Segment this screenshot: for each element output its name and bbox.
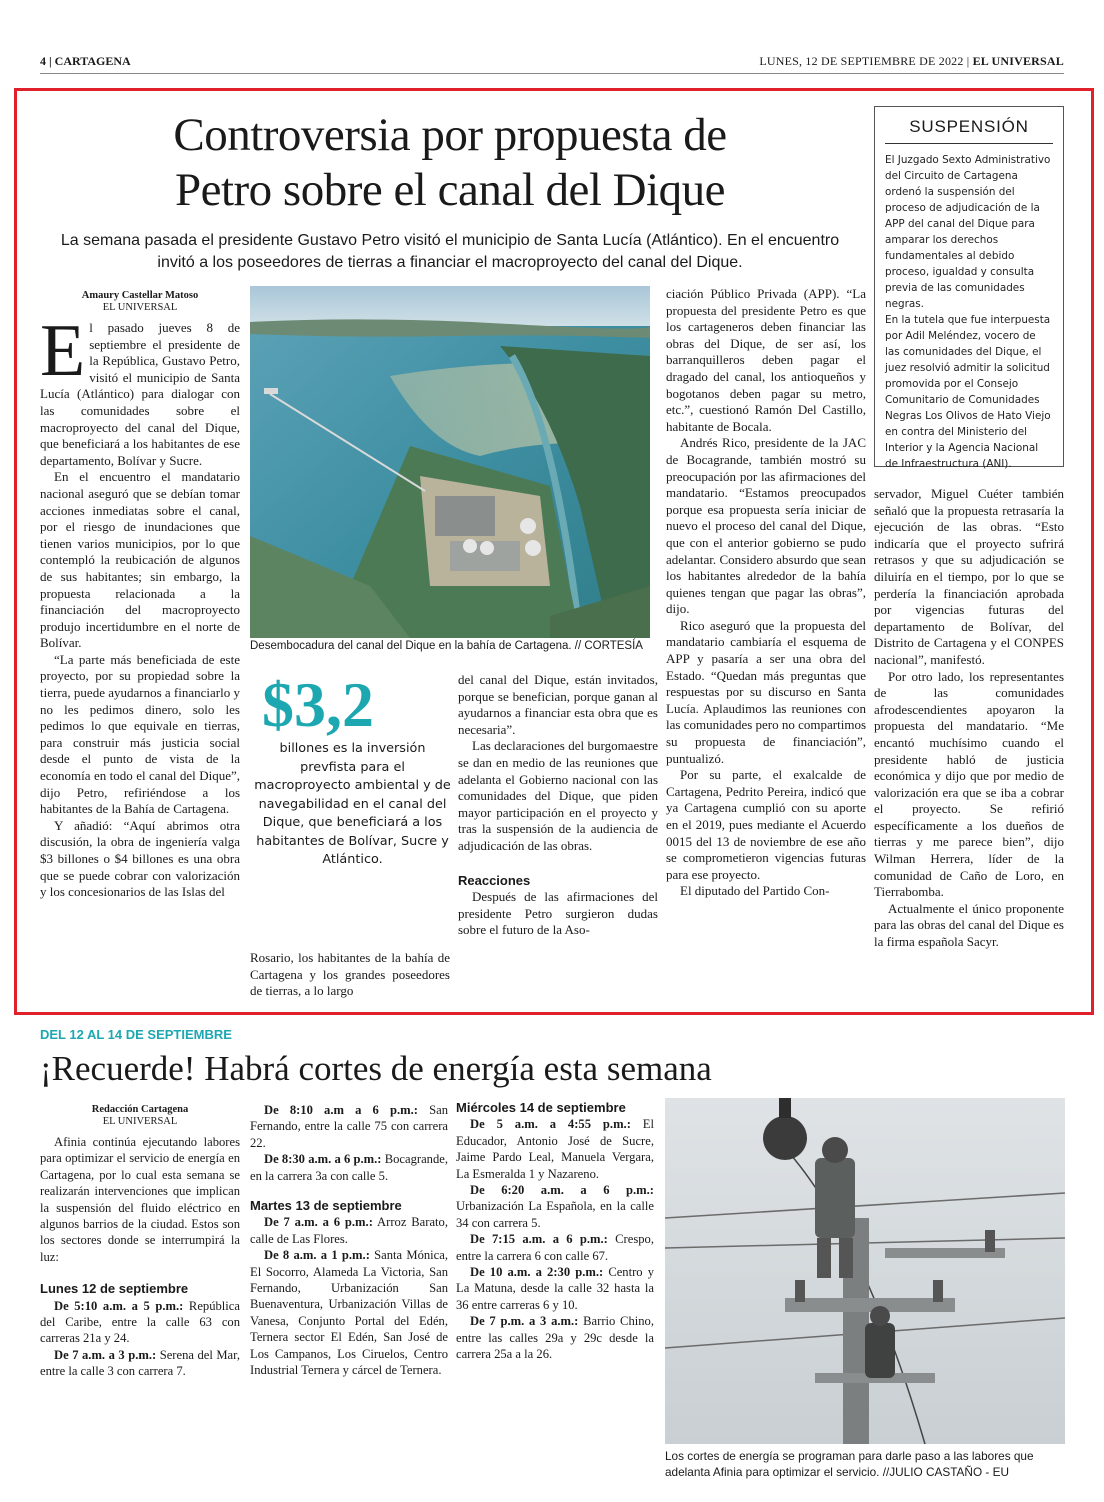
body-paragraph: Después de las afirmaciones del presidente Petro surgieron dudas sobre el futuro de la Aso- [458, 889, 658, 938]
canal-dique-image [250, 286, 650, 638]
sidebar-paragraph: En la tutela que fue interpuesta por Adil Meléndez, vocero de las comunidades del Dique, el juez resolvió admitir la solicitud promovida por el Consejo Comunitario de Comunidades Negras Los Olivos de Hato Viejo en contra del Ministerio del Interior y la Agencia Nacional de Infraestructura (ANI). [885, 314, 1051, 470]
sidebar-box [874, 106, 1064, 470]
electric-pole-image [665, 1098, 1065, 1444]
article2-headline: ¡Recuerde! Habrá cortes de energía esta semana [40, 1049, 712, 1088]
article2-column-1 [40, 1104, 240, 1380]
body-paragraph: Por su parte, el exalcalde de Cartagena, Pedrito Pereira, indicó que ya Cartagena cumplió con su aporte en el 2019, pues mediante el Acuerdo 0015 del 13 de noviembre de ese año se comprometieron vigencias futuras para ese proyecto. [666, 767, 866, 882]
paper-name: EL UNIVERSAL [972, 54, 1064, 68]
page-folio [40, 52, 1064, 74]
dropcap: E [40, 310, 86, 392]
figure-value: $3,2 [262, 669, 374, 740]
sidebar-paragraph: El Juzgado Sexto Administrativo del Circuito de Cartagena ordenó la suspensión del proceso de adjudicación de la APP del canal del Dique para amparar los derechos fundamentales al debido proceso, igualdad y consulta previa de las comunidades negras. [885, 154, 1051, 310]
article2-column-3 [456, 1098, 654, 1363]
body-paragraph: “La parte más beneficiada de este proyecto, por su propiedad sobre la tierra, puede ayudarnos a financiarlo y no les pedimos dinero, solo les pedimos lo que equivale en tierras, para construir más justicia social desde el punto de vista de la economía en todo el canal del Dique”, dijo Petro, refiriéndose a los habitantes de la Bahía de Cartagena. [40, 651, 240, 817]
issue-date: LUNES, 12 DE SEPTIEMBRE DE 2022 [759, 54, 964, 68]
byline-org: EL UNIVERSAL [102, 302, 178, 313]
outage-item: De 7:15 a.m. a 6 p.m.: Crespo, entre la carrera 6 con calle 67. [456, 1232, 654, 1263]
byline-name: Amaury Castellar Matoso [81, 290, 199, 301]
folio-left: 4 | CARTAGENA [40, 54, 131, 68]
outage-item: De 8:10 a.m a 6 p.m.: San Fernando, entre la calle 75 con carrera 22. [250, 1103, 448, 1150]
outage-item: De 6:20 a.m. a 6 p.m.: Urbanización La Española, en la calle 34 con carrera 5. [456, 1183, 654, 1230]
outage-item: De 7 a.m. a 3 p.m.: Serena del Mar, entre la calle 3 con carrera 7. [40, 1347, 240, 1379]
body-paragraph: Y añadió: “Aquí abrimos otra discusión, la obra de ingeniería valga $3 billones o $4 billones es una obra que se puede cobrar con valorización y los concesionarios de las Islas del [40, 817, 240, 900]
article-column-1 [40, 290, 240, 901]
article2-kicker: DEL 12 AL 14 DE SEPTIEMBRE [40, 1027, 232, 1042]
day-heading-wednesday: Miércoles 14 de septiembre [456, 1100, 626, 1115]
article-column-2 [250, 950, 450, 1000]
byline-name: Redacción Cartagena [91, 1104, 189, 1115]
body-paragraph: ciación Público Privada (APP). “La propuesta del presidente Petro es que los cartageneros deben financiar las obras del Dique, de ser así, los barranquilleros deben pagar el dragado del canal, los antioqueños y bogotanos deben pagar su metro, etc.”, cuestionó Ramón Del Castillo, habitante de Bocala. [666, 286, 866, 434]
intro-paragraph: Afinia continúa ejecutando labores para optimizar el servicio de energía en Cartagena, por lo cual esta semana se realizarán intervenciones que implican la suspensión del fluido eléctrico en algunos barrios de la ciudad. Estos son los sectores donde se interrumpirá la luz: [40, 1135, 240, 1264]
subhead-reacciones: Reacciones [458, 872, 531, 888]
day-heading-monday: Lunes 12 de septiembre [40, 1281, 189, 1297]
outage-item: De 8:30 a.m. a 6 p.m.: Bocagrande, en la carrera 3a con calle 5. [250, 1152, 448, 1183]
lead-paragraph: El pasado jueves 8 de septiembre el presidente de la República, Gustavo Petro, visitó el municipio de Santa Lucía (Atlántico) para dialogar con las comunidades sobre el macroproyecto del canal del Dique, que beneficiará a los habitantes de ese departamento, Bolívar y Sucre. [40, 310, 240, 468]
byline-org: EL UNIVERSAL [102, 1116, 178, 1127]
body-paragraph: Andrés Rico, presidente de la JAC de Bocagrande, también mostró su preocupación por las afirmaciones del mandatario. “Estamos preocupados porque esa propuesta sería iniciar de nuevo el proceso del canal del Dique, que con el anterior gobierno se pudo adelantar. Considero absurdo que sean los habitantes alrededor de la bahía quienes tengan que pagar las obras”, dijo. [666, 435, 866, 617]
body-paragraph: del canal del Dique, están invitados, porque se benefician, porque ganan al ayudarnos a financiar esta obra que es necesaria”. [458, 672, 658, 737]
body-paragraph: El diputado del Partido Con- [680, 883, 830, 899]
article2-column-2 [250, 1102, 448, 1379]
photo-caption: Desembocadura del canal del Dique en la bahía de Cartagena. // CORTESÍA [250, 640, 643, 652]
article-deck: La semana pasada el presidente Gustavo Petro visitó el municipio de Santa Lucía (Atlántico). En el encuentro invitó a los poseedores de tierras a financiar el macroproyecto del canal del Dique. [60, 232, 840, 271]
article-column-3 [458, 672, 658, 939]
outage-item: De 5:10 a.m. a 5 p.m.: República del Caribe, entre la calle 63 con carreras 21a y 24. [40, 1298, 240, 1346]
folio-right: LUNES, 12 DE SEPTIEMBRE DE 2022 | EL UNIVERSAL [759, 54, 1064, 68]
figure-text: billones es la inversión prevfista para el macroproyecto ambiental y de navegabilidad en el canal del Dique, que beneficiará a los habitantes de Bolívar, Sucre y Atlántico. [254, 741, 451, 867]
sidebar-title: SUSPENSIÓN [885, 117, 1053, 144]
body-paragraph: Por otro lado, los representantes de las comunidades afrodescendientes apoyaron la propuesta del mandatario. “Me encantó muchísimo cuando el presidente habló de justicia económica y dijo que por medio de valorización era que se iba a cobrar el proyecto. Se refirió específicamente a los dueños de tierras y me parece bien”, dijo Wilman Herrera, líder de la comunidad de Caño de Loro, en Tierrabomba. [874, 668, 1064, 900]
article-column-4 [666, 286, 866, 900]
body-paragraph: Las declaraciones del burgomaestre se dan en medio de las reuniones que adelanta el Gobierno nacional con las comunidades del Dique, que piden mayor participación en el proyecto y tras la suspensión de la audiencia de adjudicación de las obras. [458, 738, 658, 853]
outage-item: De 8 a.m. a 1 p.m.: Santa Mónica, El Socorro, Alameda La Victoria, San Fernando, Urbanización San Buenaventura, Urbanización Villas de Vanesa, Conjunto Portal del Edén, Ternera sector El Edén, San José de Los Campanos, Los Ciruelos, Centro Industrial Ternera y cárcel de Ternera. [250, 1248, 448, 1378]
body-paragraph: Rico aseguró que la propuesta del mandatario cambiaría el esquema de APP y pasaría a ser una obra del Estado. “Quedan más preguntas que respuestas por su discurso en Santa Lucía. Aplaudimos las reuniones con las comunidades pero no compartimos su propuesta de financiación”, puntualizó. [666, 617, 867, 766]
outage-item: De 7 a.m. a 6 p.m.: Arroz Barato, calle de Las Flores. [250, 1215, 448, 1246]
outage-item: De 7 p.m. a 3 a.m.: Barrio Chino, entre las calles 29a y 29c desde la carrera 25a a la 26. [456, 1314, 654, 1362]
photo-caption: Los cortes de energía se programan para darle paso a las labores que adelanta Afinia para optimizar el servicio. //JULIO CASTAÑO - EU [665, 1449, 1034, 1479]
byline [40, 1104, 240, 1128]
article-column-5 [874, 486, 1064, 951]
outage-item: De 5 a.m. a 4:55 p.m.: El Educador, Antonio José de Sucre, Jaime Pardo Leal, Manuela Vergara, La Esmeralda 1 y Nazareno. [456, 1117, 654, 1181]
body-paragraph: En el encuentro el mandatario nacional aseguró que se debían tomar acciones inmediatas sobre el canal, por el riesgo de inundaciones que tienen varios municipios, por lo que contempló la reubicación de algunos de sus habitantes; sin embargo, la propuesta relacionada a la financiación del macroproyecto produjo incertidumbre en el norte de Bolívar. [40, 469, 240, 651]
lineworkers-photo [665, 1098, 1065, 1444]
section-name: CARTAGENA [54, 54, 131, 68]
body-paragraph: Actualmente el único proponente para las obras del canal del Dique es la firma española Sacyr. [874, 900, 1064, 950]
outage-item: De 10 a.m. a 2:30 p.m.: Centro y La Matuna, desde la calle 32 hasta la 36 entre carreras 6 y 10. [456, 1265, 654, 1312]
page-number: 4 [40, 54, 46, 68]
article-headline: Controversia por propuesta de Petro sobre el canal del Dique [173, 109, 727, 216]
body-paragraph: Rosario, los habitantes de la bahía de Cartagena y los grandes poseedores de tierras, a lo largo [250, 950, 450, 999]
day-heading-tuesday: Martes 13 de septiembre [250, 1198, 402, 1214]
body-paragraph: servador, Miguel Cuéter también señaló que la propuesta retrasaría la ejecución de las obras. “Esto indicaría que el proyecto sufrirá retrasos y que su adjudicación se diluiría en el tiempo, por lo que se perdería la financiación aprobada por vigencias futuras del departamento de Bolívar, del Distrito de Cartagena y el CONPES nacional”, manifestó. [874, 486, 1064, 667]
aerial-photo [250, 286, 650, 638]
